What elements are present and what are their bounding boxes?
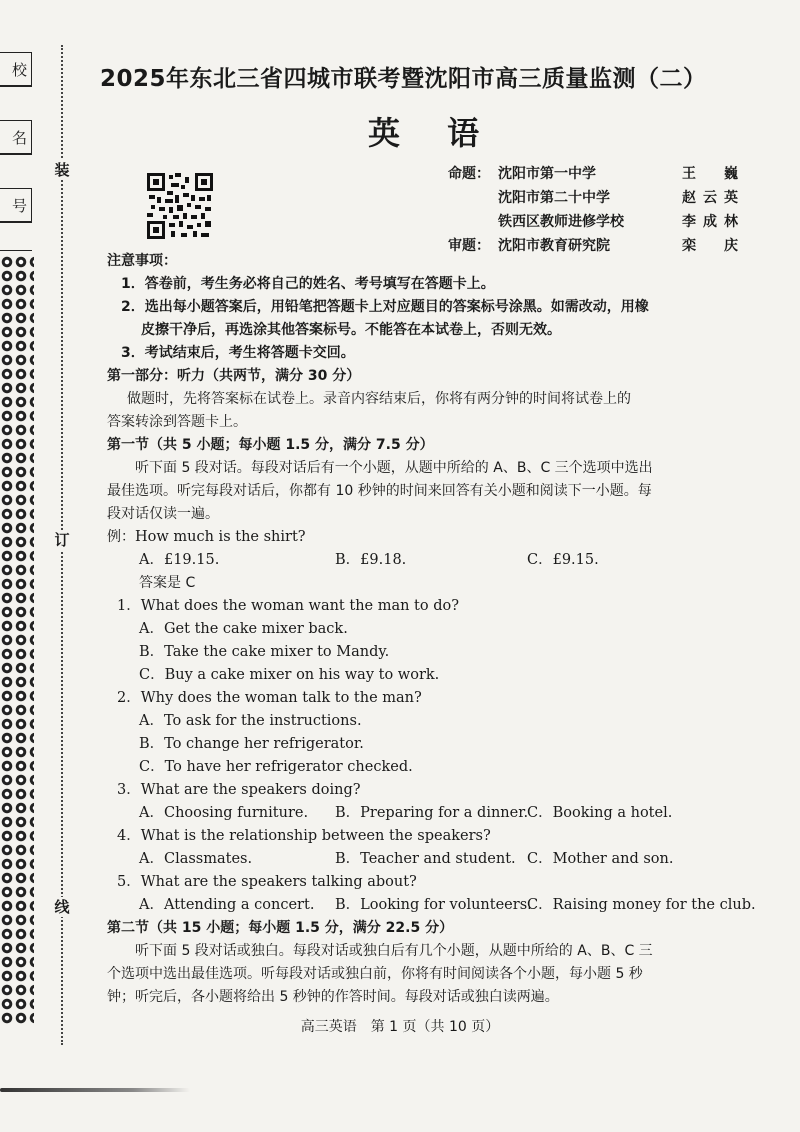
section2-intro: 钟；听完后，各小题将给出 5 秒钟的作答时间。每段对话或独白读两遍。 xyxy=(107,989,559,1005)
option-b: B．Looking for volunteers. xyxy=(335,897,532,913)
page-footer: 高三英语 第 1 页（共 10 页） xyxy=(300,1019,500,1035)
bind-char-ding: 订 xyxy=(52,530,72,550)
author-school: 沈阳市第一中学 xyxy=(498,166,596,182)
option-c: C．Buy a cake mixer on his way to work. xyxy=(139,667,440,683)
exam-title: 2025年东北三省四城市联考暨沈阳市高三质量监测（二） xyxy=(100,66,707,92)
author-name: 王 巍 xyxy=(682,166,738,182)
option-b: B．Take the cake mixer to Mandy. xyxy=(139,644,390,660)
option-c: C．Raising money for the club. xyxy=(527,897,756,913)
question-3-options xyxy=(107,802,742,825)
author-school: 沈阳市第二十中学 xyxy=(498,190,610,206)
option-a: A．£19.15. xyxy=(139,552,220,568)
example-question xyxy=(107,526,742,549)
question-4: 4．What is the relationship between the speakers? xyxy=(117,828,491,844)
author-school: 铁西区教师进修学校 xyxy=(498,214,624,230)
subject-title: 英 语 xyxy=(368,114,498,152)
option-a: A．Attending a concert. xyxy=(139,897,315,913)
option-c: C．Mother and son. xyxy=(527,851,674,867)
example-question-text: How much is the shirt? xyxy=(135,529,306,545)
example-answer: 答案是 C xyxy=(139,575,196,591)
option-b: B．To change her refrigerator. xyxy=(139,736,364,752)
author-role: 命题： xyxy=(448,166,490,182)
scan-smudge xyxy=(0,1088,190,1092)
author-name: 李成林 xyxy=(682,214,738,230)
school-label: 校 xyxy=(0,52,32,86)
option-b: B．Teacher and student. xyxy=(335,851,516,867)
section2-intro: 个选项中选出最佳选项。听每段对话或独白前，你将有时间阅读各个小题，每小题 5 秒 xyxy=(107,966,643,982)
option-b: B．Preparing for a dinner. xyxy=(335,805,529,821)
decorative-border xyxy=(0,255,34,1025)
notice-item: 1．答卷前，考生务必将自己的姓名、考号填写在答题卡上。 xyxy=(121,276,495,292)
notice-item: 3．考试结束后，考生将答题卡交回。 xyxy=(121,345,355,361)
part1-intro: 答案转涂到答题卡上。 xyxy=(107,414,247,430)
school-line xyxy=(0,86,32,87)
example-prefix: 例： xyxy=(107,529,135,545)
notice-item: 2．选出每小题答案后，用铅笔把答题卡上对应题目的答案标号涂黑。如需改动，用橡 xyxy=(121,299,649,315)
number-label: 号 xyxy=(0,188,32,222)
notice-item-continued: 皮擦干净后，再选涂其他答案标号。不能答在本试卷上，否则无效。 xyxy=(141,322,561,338)
author-name: 赵云英 xyxy=(682,190,738,206)
question-5-options xyxy=(107,894,756,917)
question-1: 1．What does the woman want the man to do? xyxy=(117,598,460,614)
option-c: C．Booking a hotel. xyxy=(527,805,673,821)
bind-char-xian: 线 xyxy=(52,897,72,917)
section2-heading: 第二节（共 15 小题；每小题 1.5 分，满分 22.5 分） xyxy=(107,920,454,936)
question-2: 2．Why does the woman talk to the man? xyxy=(117,690,422,706)
name-line xyxy=(0,154,32,155)
section1-intro: 最佳选项。听完每段对话后，你都有 10 秒钟的时间来回答有关小题和阅读下一小题。每 xyxy=(107,483,652,499)
section1-intro: 段对话仅读一遍。 xyxy=(107,506,219,522)
author-school: 沈阳市教育研究院 xyxy=(498,238,610,254)
number-line xyxy=(0,222,32,223)
author-role: 审题： xyxy=(448,238,490,254)
example-options xyxy=(107,549,742,572)
question-5: 5．What are the speakers talking about? xyxy=(117,874,417,890)
author-name: 栾 庆 xyxy=(682,238,738,254)
option-c: C．To have her refrigerator checked. xyxy=(139,759,413,775)
margin-line-end xyxy=(0,250,32,251)
section2-intro: 听下面 5 段对话或独白。每段对话或独白后有几个小题，从题中所给的 A、B、C 三 xyxy=(135,943,653,959)
bind-char-zhuang: 装 xyxy=(52,160,72,180)
binding-margin xyxy=(0,0,75,1132)
option-c: C．£9.15. xyxy=(527,552,599,568)
part1-intro: 做题时，先将答案标在试卷上。录音内容结束后，你将有两分钟的时间将试卷上的 xyxy=(127,391,631,407)
option-b: B．£9.18. xyxy=(335,552,407,568)
qr-code-icon xyxy=(147,173,213,239)
question-4-options xyxy=(107,848,742,871)
section1-intro: 听下面 5 段对话。每段对话后有一个小题，从题中所给的 A、B、C 三个选项中选出 xyxy=(135,460,653,476)
exam-body xyxy=(107,250,756,1009)
notice-heading: 注意事项： xyxy=(107,253,177,269)
name-label: 名 xyxy=(0,120,32,154)
section1-heading: 第一节（共 5 小题；每小题 1.5 分，满分 7.5 分） xyxy=(107,437,434,453)
part1-heading: 第一部分：听力（共两节，满分 30 分） xyxy=(107,368,361,384)
option-a: A．Classmates. xyxy=(139,851,253,867)
option-a: A．Get the cake mixer back. xyxy=(139,621,348,637)
option-a: A．To ask for the instructions. xyxy=(139,713,362,729)
question-3: 3．What are the speakers doing? xyxy=(117,782,361,798)
option-a: A．Choosing furniture. xyxy=(139,805,309,821)
